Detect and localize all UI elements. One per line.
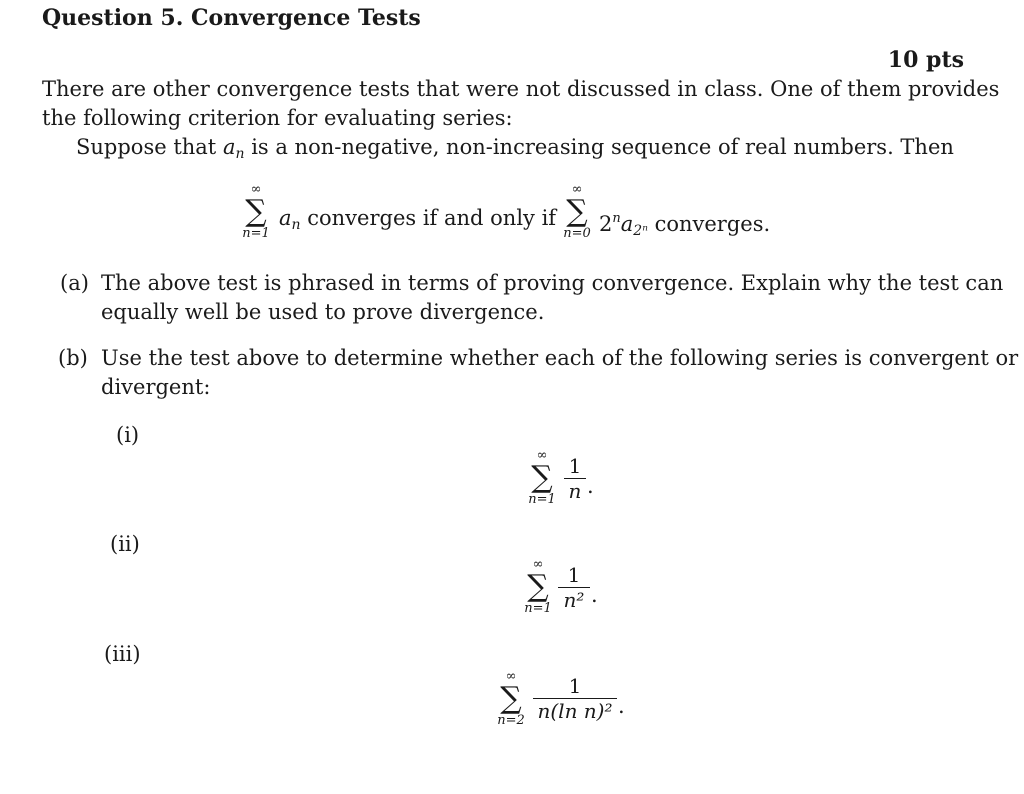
series-lower: n=2 [497, 713, 525, 728]
suppose-after: is a non-negative, non-increasing sequence of real numbers. Then [251, 135, 954, 159]
sum2-upper: ∞ [571, 182, 583, 197]
series-label: (iii) [104, 642, 141, 666]
series-period: . [618, 694, 625, 718]
sigma-symbol: ∑ [500, 681, 522, 716]
part-b-label: (b) [58, 346, 88, 370]
sigma-symbol: ∑ [531, 460, 553, 495]
suppose-line [76, 133, 954, 169]
sum1-lower: n=1 [242, 226, 270, 241]
series-period: . [591, 583, 598, 607]
series-upper: ∞ [532, 557, 544, 572]
part-b-line-1: Use the test above to determine whether each of the following series is convergent or [101, 346, 1019, 370]
sigma-symbol: ∑ [245, 194, 267, 229]
term2-base: 2 [599, 212, 613, 236]
series-lower: n=1 [524, 601, 552, 616]
series-label: (i) [116, 423, 140, 447]
series-sum [489, 670, 533, 728]
series-fraction [558, 563, 590, 612]
part-a-label: (a) [60, 271, 89, 295]
fraction-denominator: n² [563, 588, 585, 612]
sigma-symbol: ∑ [527, 569, 549, 604]
fraction-denominator: n(ln n)² [537, 699, 613, 723]
sigma-symbol: ∑ [566, 194, 588, 229]
sum1-upper: ∞ [250, 182, 262, 197]
term1-sub: n [291, 217, 301, 233]
suppose-sub: n [235, 146, 245, 162]
term2-sup: n [612, 211, 621, 226]
series-lower: n=1 [528, 492, 556, 507]
theorem-middle [279, 204, 556, 240]
theorem-sum-2 [557, 183, 597, 241]
series-sum [516, 558, 560, 616]
suppose-var: a [222, 135, 236, 159]
part-a-line-1: The above test is phrased in terms of proving convergence. Explain why the test can [101, 271, 1004, 295]
theorem-sum-1 [236, 183, 276, 241]
theorem-end [599, 204, 770, 246]
series-fraction [533, 674, 617, 723]
series-period: . [587, 474, 594, 498]
fraction-numerator: 1 [568, 674, 582, 698]
part-a-line-2: equally well be used to prove divergence. [101, 300, 545, 324]
theorem-mid-text: converges if and only if [307, 206, 557, 230]
intro-line-1: There are other convergence tests that were not discussed in class. One of them provides [42, 77, 1000, 101]
term2-var: a [620, 212, 634, 236]
fraction-denominator: n [568, 479, 582, 503]
question-title: Question 5. Convergence Tests [42, 5, 421, 31]
suppose-before: Suppose that [76, 135, 217, 159]
series-fraction [564, 454, 586, 503]
series-upper: ∞ [536, 448, 548, 463]
term2-sub: 2ⁿ [633, 223, 648, 239]
term1-var: a [279, 206, 292, 230]
fraction-numerator: 1 [567, 563, 581, 587]
theorem-end-text: converges. [654, 212, 771, 236]
series-upper: ∞ [505, 669, 517, 684]
part-b-line-2: divergent: [101, 375, 211, 399]
points-label: 10 pts [887, 47, 964, 73]
fraction-numerator: 1 [568, 454, 582, 478]
intro-line-2: the following criterion for evaluating series: [42, 106, 513, 130]
sum2-lower: n=0 [563, 226, 591, 241]
series-sum [520, 449, 564, 507]
series-label: (ii) [110, 532, 140, 556]
